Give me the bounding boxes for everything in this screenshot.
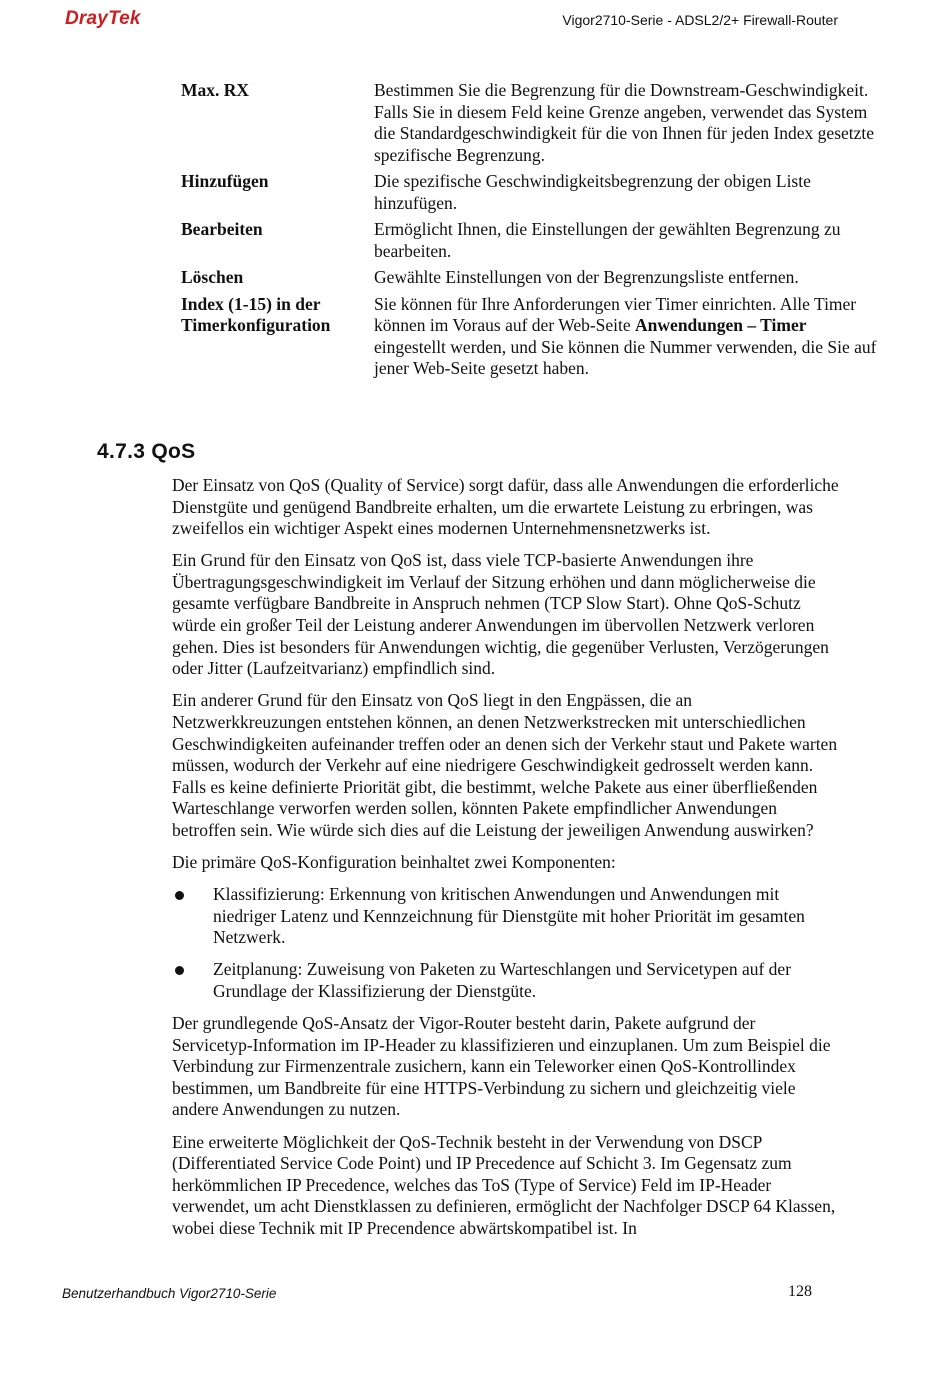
footer-manual-title: Benutzerhandbuch Vigor2710-Serie: [62, 1286, 277, 1301]
desc-text: eingestellt werden, und Sie können die Nummer verwenden, die Sie auf jener Web-Seite gesetzt haben.: [374, 336, 877, 378]
paragraph: Ein Grund für den Einsatz von QoS ist, dass viele TCP-basierte Anwendungen ihre Übertragungsgeschwindigkeit im Verlauf der Sitzung erhöhen und dann möglicherweise die gesamte verfügbare Bandbreite in Anspruch nehmen (TCP Slow Start). Ohne QoS-Schutz würde ein großer Teil der Leistung anderer Anwendungen im übervollen Netzwerk verloren gehen. Dies ist besonders für Anwendungen wichtig, die gegenüber Verlusten, Verzögerungen oder Jitter (Laufzeitvarianz) empfindlich sind.: [172, 550, 829, 679]
definition-row: [181, 294, 881, 380]
paragraph: Die primäre QoS-Konfiguration beinhaltet zwei Komponenten:: [172, 852, 616, 872]
bullet-item: [172, 959, 840, 1002]
definition-term: Löschen: [181, 267, 244, 287]
definition-row: [181, 80, 881, 166]
definition-desc: [374, 294, 881, 380]
paragraph: Der grundlegende QoS-Ansatz der Vigor-Router besteht darin, Pakete aufgrund der Servicetyp-Information im IP-Header zu klassifizieren und einzuplanen. Um zum Beispiel die Verbindung zur Firmenzentrale zusichern, kann ein Teleworker einen QoS-Kontrollindex bestimmen, um Bandbreite für eine HTTPS-Verbindung zu sichern und gleichzeitig viele andere Anwendungen zu nutzen.: [172, 1013, 831, 1120]
definition-row: [181, 219, 881, 262]
page-number: 128: [788, 1283, 812, 1300]
desc-text: Sie können für Ihre Anforderungen vier Timer einrichten. Alle Timer können im Voraus auf der Web-Seite: [374, 293, 857, 335]
definition-row: [181, 171, 881, 214]
definition-desc: Ermöglicht Ihnen, die Einstellungen der gewählten Begrenzung zu bearbeiten.: [374, 219, 841, 261]
definition-term: Index (1-15) in der Timerkonfiguration: [181, 293, 331, 335]
definition-row: [181, 267, 881, 289]
logo-dray: Dray: [65, 8, 109, 29]
definition-desc: Gewählte Einstellungen von der Begrenzungsliste entfernen.: [374, 267, 799, 287]
desc-bold-link-text: Anwendungen – Timer: [635, 315, 807, 335]
definition-table: [181, 80, 881, 380]
header-title: Vigor2710-Serie - ADSL2/2+ Firewall-Router: [562, 12, 838, 28]
paragraph: Der Einsatz von QoS (Quality of Service) sorgt dafür, dass alle Anwendungen die erforderliche Dienstgüte und genügend Bandbreite erhalten, um die erwartete Leistung zu erbringen, was zweifellos ein wichtiger Aspekt eines modernen Unternehmensnetzwerks ist.: [172, 475, 839, 539]
bullet-dot-icon: [175, 891, 184, 900]
definition-term: Bearbeiten: [181, 219, 263, 239]
body-text: [172, 475, 840, 1250]
definition-desc: Bestimmen Sie die Begrenzung für die Downstream-Geschwindigkeit. Falls Sie in diesem Feld keine Grenze angeben, verwendet das System die Standardgeschwindigkeit für die von Ihnen für jeden Index gesetzte spezifische Begrenzung.: [374, 80, 875, 165]
bullet-text: Klassifizierung: Erkennung von kritischen Anwendungen und Anwendungen mit niedriger Latenz und Kennzeichnung für Dienstgüte mit hoher Priorität im gesamten Netzwerk.: [213, 884, 805, 948]
definition-desc: Die spezifische Geschwindigkeitsbegrenzung der obigen Liste hinzufügen.: [374, 171, 811, 213]
bullet-dot-icon: [175, 966, 184, 975]
definition-term: Max. RX: [181, 80, 250, 100]
bullet-item: [172, 884, 840, 949]
definition-term: Hinzufügen: [181, 171, 269, 191]
section-heading: 4.7.3 QoS: [97, 440, 196, 463]
bullet-text: Zeitplanung: Zuweisung von Paketen zu Warteschlangen und Servicetypen auf der Grundlage der Klassifizierung der Dienstgüte.: [213, 959, 792, 1001]
draytek-logo: [65, 8, 141, 30]
paragraph: Eine erweiterte Möglichkeit der QoS-Technik besteht in der Verwendung von DSCP (Differentiated Service Code Point) und IP Precedence auf Schicht 3. Im Gegensatz zum herkömmlichen IP Precedence, welches das ToS (Type of Service) Feld im IP-Header verwendet, um acht Dienstklassen zu definieren, ermöglicht der Nachfolger DSCP 64 Klassen, wobei diese Technik mit IP Precendence abwärtskompatibel ist. In: [172, 1131, 836, 1238]
logo-tek: Tek: [108, 8, 141, 29]
paragraph: Ein anderer Grund für den Einsatz von QoS liegt in den Engpässen, die an Netzwerkkreuzungen entstehen können, an denen Netzwerkstrecken mit unterschiedlichen Geschwindigkeiten aufeinander treffen oder an denen sich der Verkehr staut und Pakete warten müssen, wodurch der Verkehr auf eine niedrigere Geschwindigkeit gedrosselt werden kann. Falls es keine definierte Priorität gibt, die bestimmt, welche Pakete aus einer überfließenden Warteschlange verworfen werden sollen, könnten Pakete empfindlicher Anwendungen betroffen sein. Wie würde sich dies auf die Leistung der jeweiligen Anwendung auswirken?: [172, 690, 838, 840]
